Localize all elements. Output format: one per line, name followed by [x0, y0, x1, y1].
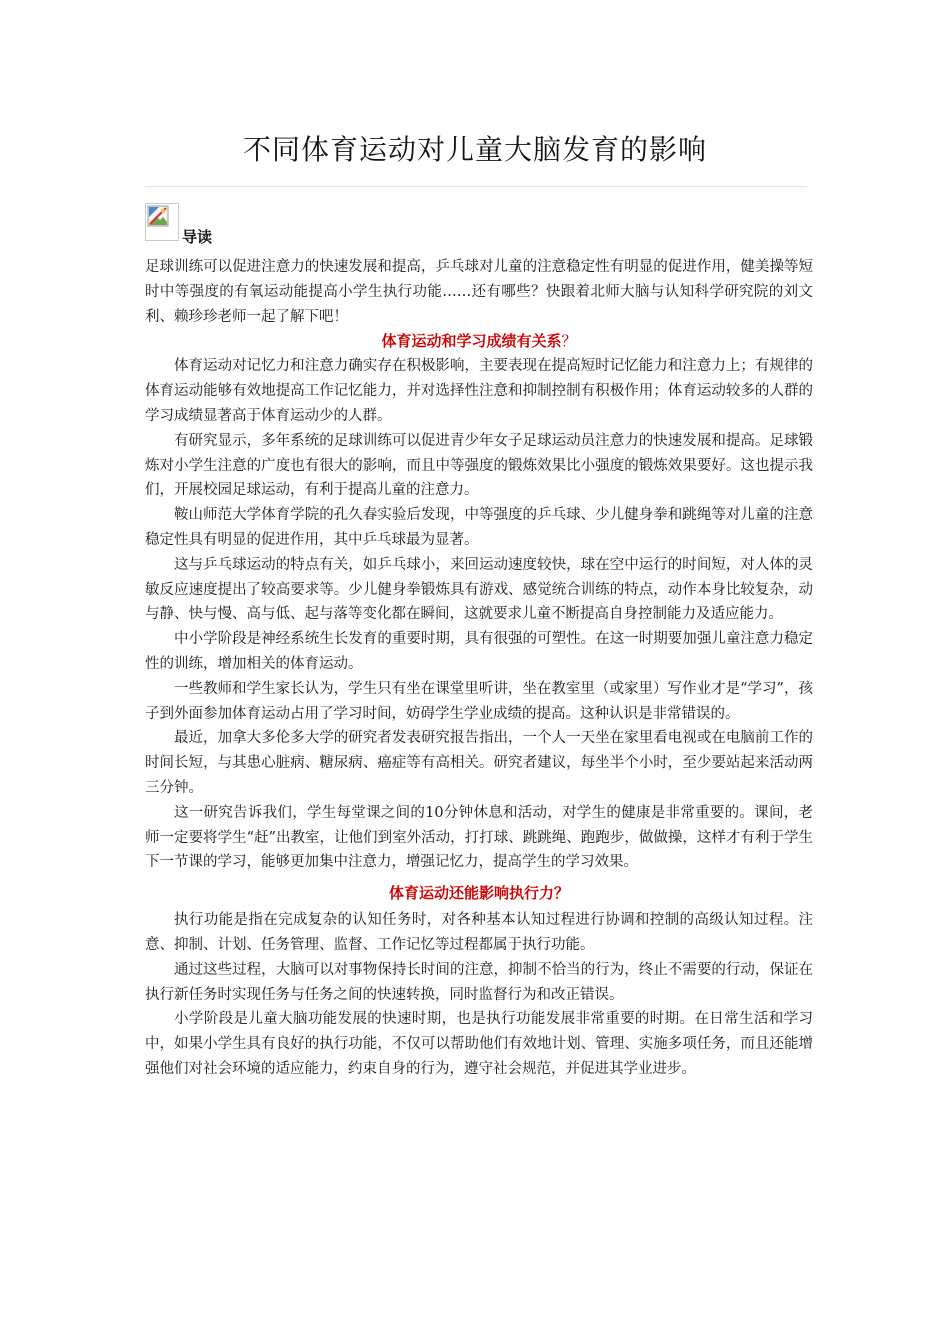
- section-heading-1: [145, 329, 813, 354]
- paragraph: 体育运动对记忆力和注意力确实存在积极影响，主要表现在提高短时记忆能力和注意力上；有规律的体育运动能够有效地提高工作记忆能力，并对选择性注意和抑制控制有积极作用；体育运动较多的人群的学习成绩显著高于体育运动少的人群。: [145, 358, 813, 424]
- section-heading-1-text: 体育运动和学习成绩有关系: [381, 332, 562, 351]
- paragraph: 中小学阶段是神经系统生长发育的重要时期，具有很强的可塑性。在这一时期要加强儿童注意力稳定性的训练，增加相关的体育运动。: [145, 631, 813, 672]
- lead-paragraph: 足球训练可以促进注意力的快速发展和提高，乒乓球对儿童的注意稳定性有明显的促进作用，健美操等短时中等强度的有氧运动能提高小学生执行功能……还有哪些？快跟着北师大脑与认知科学研究院的刘文利、赖珍珍老师一起了解下吧！: [145, 259, 813, 325]
- paragraph: 有研究显示，多年系统的足球训练可以促进青少年女子足球运动员注意力的快速发展和提高。足球锻炼对小学生注意的广度也有很大的影响，而且中等强度的锻炼效果比小强度的锻炼效果要好。这也提示我们，开展校园足球运动，有利于提高儿童的注意力。: [145, 432, 813, 499]
- paragraph: 这与乒乓球运动的特点有关，如乒乓球小，来回运动速度较快，球在空中运行的时间短，对人体的灵敏反应速度提出了较高要求等。少儿健身拳锻炼具有游戏、感觉统合训练的特点，动作本身比较复杂，动与静、快与慢、高与低、起与落等变化都在瞬间，这就要求儿童不断提高自身控制能力及适应能力。: [145, 556, 813, 623]
- section-heading-1-mark: ？: [561, 332, 577, 351]
- page-title: 不同体育运动对儿童大脑发育的影响: [242, 133, 707, 166]
- article-body: [145, 255, 813, 1082]
- paragraph: 小学阶段是儿童大脑功能发展的快速时期，也是执行功能发展非常重要的时期。在日常生活和学习中，如果小学生具有良好的执行功能，不仅可以帮助他们有效地计划、管理、实施多项任务，而且还能增强他们对社会环境的适应能力，约束自身的行为，遵守社会规范，并促进其学业进步。: [145, 1011, 813, 1077]
- lead-label: 导读: [182, 228, 213, 246]
- paragraph: 执行功能是指在完成复杂的认知任务时，对各种基本认知过程进行协调和控制的高级认知过程。注意、抑制、计划、任务管理、监督、工作记忆等过程都属于执行功能。: [145, 912, 813, 953]
- paragraph: 一些教师和学生家长认为，学生只有坐在课堂里听讲，坐在教室里（或家里）写作业才是“学习”，孩子到外面参加体育运动占用了学习时间，妨碍学生学业成绩的提高。这种认识是非常错误的。: [145, 680, 813, 722]
- paragraph: 通过这些过程，大脑可以对事物保持长时间的注意，抑制不恰当的行为，终止不需要的行动，保证在执行新任务时实现任务与任务之间的快速转换，同时监督行为和改正错误。: [145, 961, 813, 1003]
- paragraph: 最近，加拿大多伦多大学的研究者发表研究报告指出，一个人一天坐在家里看电视或在电脑前工作的时间长短，与其患心脏病、糖尿病、癌症等有高相关。研究者建议，每坐半个小时，至少要站起来活动两三分钟。: [145, 730, 813, 796]
- section-heading-2: 体育运动还能影响执行力？: [388, 884, 569, 903]
- paragraph: 这一研究告诉我们，学生每堂课之间的10分钟休息和活动，对学生的健康是非常重要的。课间，老师一定要将学生“赶”出教室，让他们到室外活动，打打球、跳跳绳、跑跑步，做做操，这样才有利于学生下一节课的学习，能够更加集中注意力，增强记忆力，提高学生的学习效果。: [145, 804, 813, 871]
- broken-image-icon: [145, 203, 179, 241]
- title-divider: [145, 186, 807, 187]
- paragraph: 鞍山师范大学体育学院的孔久春实验后发现，中等强度的乒乓球、少儿健身拳和跳绳等对儿童的注意稳定性具有明显的促进作用，其中乒乓球最为显著。: [145, 507, 813, 548]
